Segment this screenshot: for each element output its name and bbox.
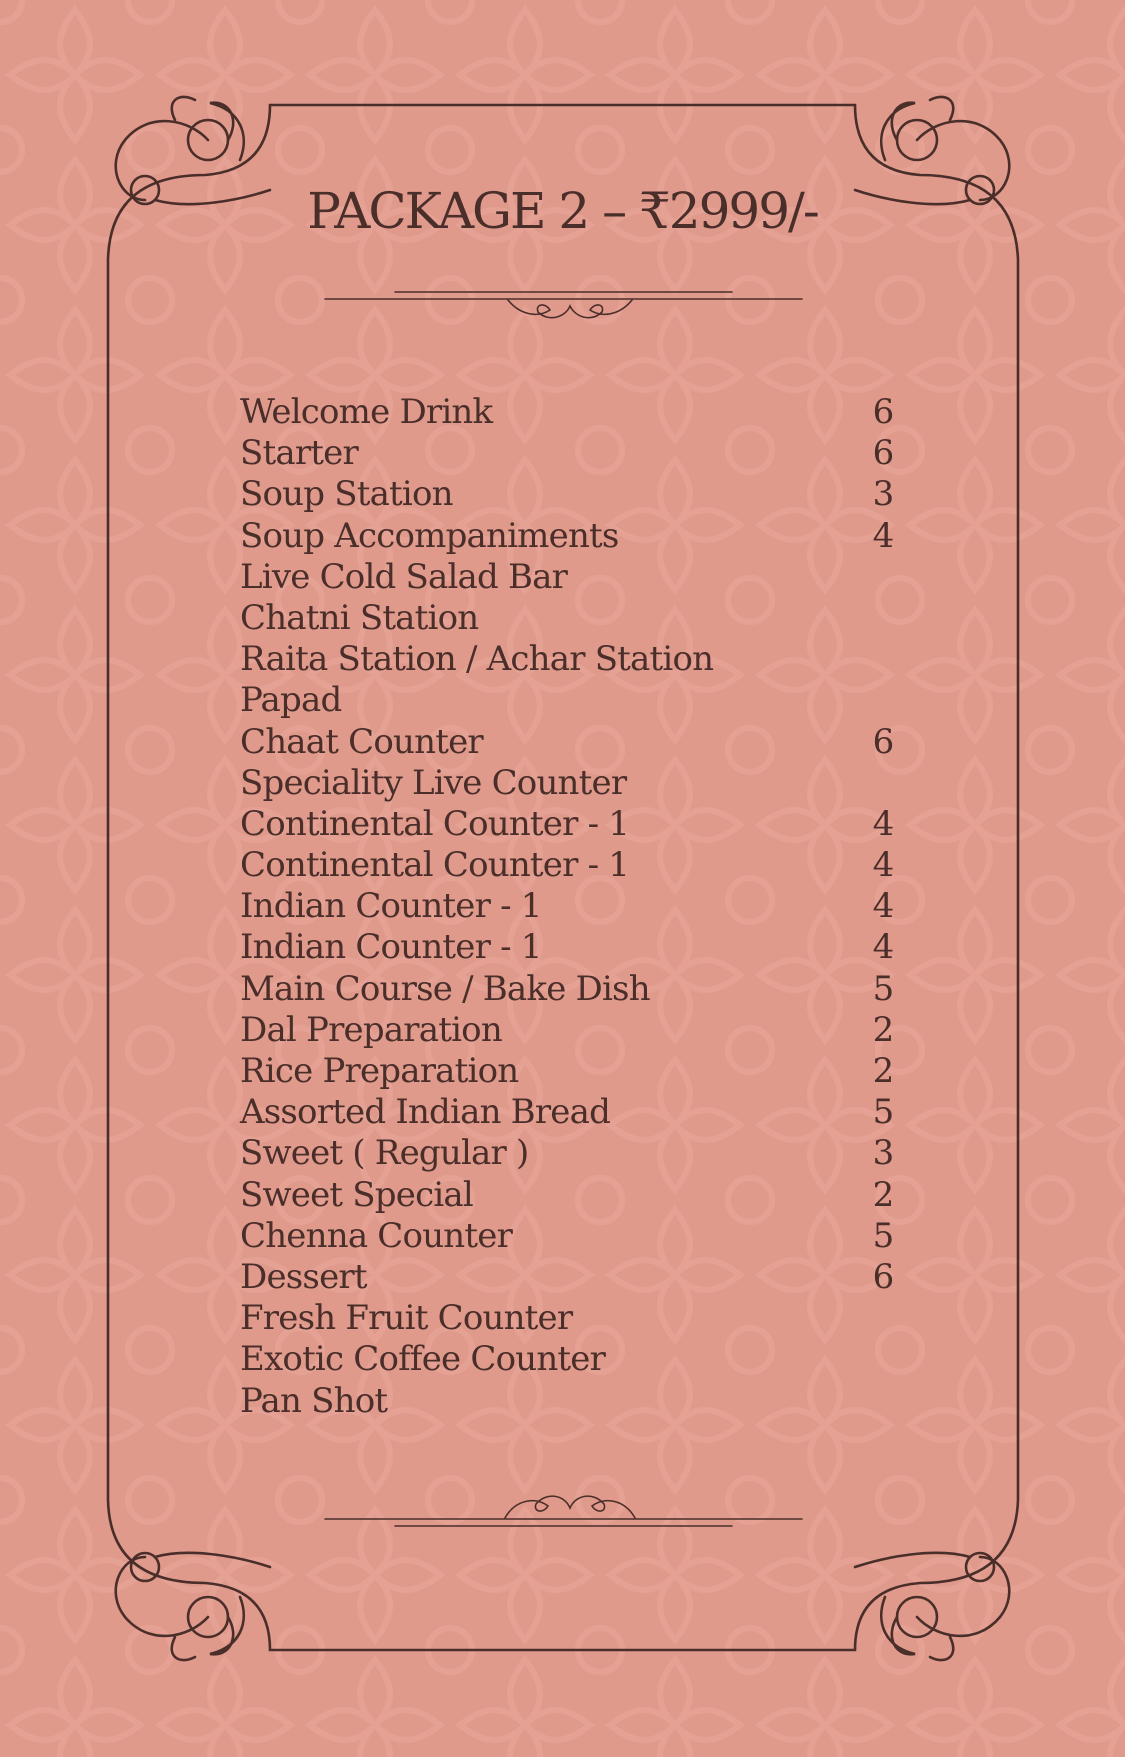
menu-item-quantity: 4: [872, 886, 894, 927]
menu-item-quantity: 3: [872, 1133, 894, 1174]
menu-item: [240, 1092, 900, 1133]
menu-item-quantity: 6: [872, 433, 894, 474]
menu-item-name: Assorted Indian Bread: [240, 1092, 611, 1133]
menu-item-name: Main Course / Bake Dish: [240, 968, 650, 1009]
menu-item: [240, 1381, 900, 1422]
menu-item: [240, 1216, 900, 1257]
menu-item-name: Live Cold Salad Bar: [240, 556, 568, 597]
menu-item: [240, 1051, 900, 1092]
menu-item: [240, 680, 900, 721]
menu-item-name: Indian Counter - 1: [240, 886, 542, 927]
menu-item: [240, 639, 900, 680]
menu-item: [240, 722, 900, 763]
menu-item-name: Sweet Special: [240, 1174, 473, 1215]
menu-item: [240, 598, 900, 639]
menu-item: [240, 927, 900, 968]
menu-item-name: Chaat Counter: [240, 721, 483, 762]
menu-item-quantity: 2: [872, 1051, 894, 1091]
menu-item-quantity: 4: [872, 927, 894, 968]
menu-item: [240, 1133, 900, 1174]
menu-item-name: Soup Accompaniments: [240, 515, 619, 556]
menu-item-name: Dessert: [240, 1256, 367, 1297]
menu-item-name: Soup Station: [240, 474, 453, 515]
menu-item-name: Raita Station / Achar Station: [240, 639, 714, 680]
menu-item: [240, 886, 900, 927]
menu-item-name: Exotic Coffee Counter: [240, 1339, 606, 1380]
menu-item: [240, 1298, 900, 1339]
menu-item: [240, 557, 900, 598]
ornamental-divider-icon: [325, 1496, 802, 1526]
menu-item-name: Pan Shot: [240, 1380, 388, 1421]
menu-item-name: Chenna Counter: [240, 1215, 513, 1256]
menu-item-quantity: 6: [872, 721, 894, 762]
menu-item-name: Welcome Drink: [240, 392, 493, 432]
menu-item-quantity: 4: [872, 803, 894, 844]
menu-item-name: Fresh Fruit Counter: [240, 1298, 573, 1339]
menu-item-name: Continental Counter - 1: [240, 845, 630, 886]
menu-item-name: Starter: [240, 433, 358, 474]
menu-item: [240, 1339, 900, 1380]
menu-item: [240, 1010, 900, 1051]
menu-item: [240, 392, 900, 433]
menu-item-name: Dal Preparation: [240, 1009, 502, 1050]
menu-item-quantity: 2: [872, 1009, 894, 1050]
menu-item: [240, 763, 900, 804]
ornamental-divider-icon: [325, 292, 802, 318]
menu-item-name: Rice Preparation: [240, 1051, 519, 1091]
menu-item-name: Continental Counter - 1: [240, 803, 630, 844]
menu-item: [240, 1257, 900, 1298]
menu-item-name: Papad: [240, 680, 342, 721]
menu-item-quantity: 4: [872, 845, 894, 886]
menu-item-name: Indian Counter - 1: [240, 927, 542, 968]
menu-item: [240, 1175, 900, 1216]
menu-item-quantity: 6: [872, 392, 894, 432]
menu-item: [240, 474, 900, 515]
menu-item-quantity: 5: [872, 1092, 894, 1133]
menu-item-name: Sweet ( Regular ): [240, 1133, 529, 1174]
menu-item-quantity: 6: [872, 1256, 894, 1297]
menu-item: [240, 516, 900, 557]
menu-item: [240, 804, 900, 845]
menu-item: [240, 969, 900, 1010]
menu-item-name: Chatni Station: [240, 597, 479, 638]
menu-item: [240, 433, 900, 474]
menu-item-quantity: 2: [872, 1174, 894, 1215]
package-title: PACKAGE 2 – ₹2999/-: [307, 182, 818, 240]
flourish-corner-icon: [116, 1553, 270, 1660]
menu-item: [240, 845, 900, 886]
menu-item-quantity: 5: [872, 1215, 894, 1256]
menu-item-quantity: 3: [872, 474, 894, 515]
menu-item-quantity: 5: [872, 968, 894, 1009]
flourish-corner-icon: [855, 1553, 1009, 1660]
menu-item-quantity: 4: [872, 515, 894, 556]
menu-list: [240, 392, 900, 1422]
menu-item-name: Speciality Live Counter: [240, 762, 627, 803]
